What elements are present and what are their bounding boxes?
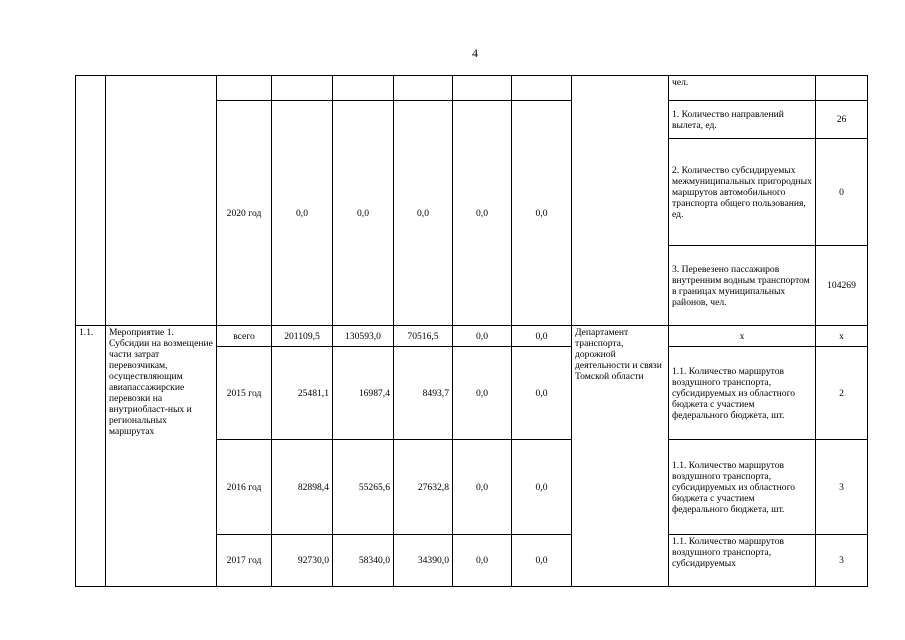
value-other: 0,0 bbox=[512, 535, 572, 587]
indicator-value: 26 bbox=[816, 101, 868, 139]
cell-empty bbox=[453, 76, 512, 101]
cell-empty bbox=[394, 76, 453, 101]
page-number: 4 bbox=[472, 46, 478, 60]
indicator-text: x bbox=[669, 326, 816, 347]
measure-number: 1.1. bbox=[76, 326, 106, 587]
value-local: 0,0 bbox=[453, 347, 512, 440]
indicator-text: 3. Перевезено пассажиров внутренним водным транспортом в границах муниципальных районов, чел. bbox=[669, 246, 816, 326]
value-regional: 70516,5 bbox=[394, 326, 453, 347]
indicator-value: 104269 bbox=[816, 246, 868, 326]
indicator-text: 1.1. Количество маршрутов воздушного транспорта, субсидируемых из областного бюджета с участием федерального бюджета, шт. bbox=[669, 440, 816, 535]
value-regional: 8493,7 bbox=[394, 347, 453, 440]
indicator-value: x bbox=[816, 326, 868, 347]
cell-number-empty bbox=[76, 76, 106, 326]
year-label: 2015 год bbox=[217, 347, 272, 440]
value-local: 0,0 bbox=[453, 535, 512, 587]
value-federal: 0,0 bbox=[333, 101, 394, 326]
cell-empty bbox=[272, 76, 333, 101]
value-federal: 16987,4 bbox=[333, 347, 394, 440]
value-local: 0,0 bbox=[453, 440, 512, 535]
value-total: 25481,1 bbox=[272, 347, 333, 440]
cell-empty bbox=[217, 76, 272, 101]
value-other: 0,0 bbox=[512, 101, 572, 326]
year-label: 2016 год bbox=[217, 440, 272, 535]
value-other: 0,0 bbox=[512, 347, 572, 440]
total-label: всего bbox=[217, 326, 272, 347]
measure-name: Мероприятие 1. Субсидии на возмещение части затрат перевозчикам, осуществляющим авиапассажирские перевозки на внутриоблаcт-ных и региональных маршрутах bbox=[106, 326, 217, 587]
value-other: 0,0 bbox=[512, 440, 572, 535]
cell-executor-empty bbox=[572, 76, 669, 326]
indicator-text: 1. Количество направлений вылета, ед. bbox=[669, 101, 816, 139]
value-federal: 58340,0 bbox=[333, 535, 394, 587]
value-local: 0,0 bbox=[453, 101, 512, 326]
value-federal: 130593,0 bbox=[333, 326, 394, 347]
value-local: 0,0 bbox=[453, 326, 512, 347]
value-total: 82898,4 bbox=[272, 440, 333, 535]
indicator-value: 0 bbox=[816, 139, 868, 246]
year-label: 2017 год bbox=[217, 535, 272, 587]
value-regional: 27632,8 bbox=[394, 440, 453, 535]
indicator-value: 3 bbox=[816, 440, 868, 535]
program-table bbox=[75, 75, 868, 587]
indicator-text: чел. bbox=[669, 76, 816, 101]
value-other: 0,0 bbox=[512, 326, 572, 347]
indicator-value-empty bbox=[816, 76, 868, 101]
value-regional: 0,0 bbox=[394, 101, 453, 326]
value-federal: 55265,6 bbox=[333, 440, 394, 535]
indicator-text: 1.1. Количество маршрутов воздушного транспорта, субсидируемых из областного бюджета с участием федерального бюджета, шт. bbox=[669, 347, 816, 440]
indicator-text: 1.1. Количество маршрутов воздушного транспорта, субсидируемых bbox=[669, 535, 816, 587]
cell-empty bbox=[512, 76, 572, 101]
value-regional: 34390,0 bbox=[394, 535, 453, 587]
value-total: 0,0 bbox=[272, 101, 333, 326]
indicator-value: 3 bbox=[816, 535, 868, 587]
value-total: 92730,0 bbox=[272, 535, 333, 587]
value-total: 201109,5 bbox=[272, 326, 333, 347]
cell-name-empty bbox=[106, 76, 217, 326]
cell-empty bbox=[333, 76, 394, 101]
indicator-value: 2 bbox=[816, 347, 868, 440]
table-row bbox=[76, 76, 868, 101]
indicator-text: 2. Количество субсидируемых межмуниципальных пригородных маршрутов автомобильного транспорта общего пользования, ед. bbox=[669, 139, 816, 246]
measure-executor: Департамент транспорта, дорожной деятельности и связи Томской области bbox=[572, 326, 669, 587]
table-row bbox=[76, 326, 868, 347]
year-label: 2020 год bbox=[217, 101, 272, 326]
